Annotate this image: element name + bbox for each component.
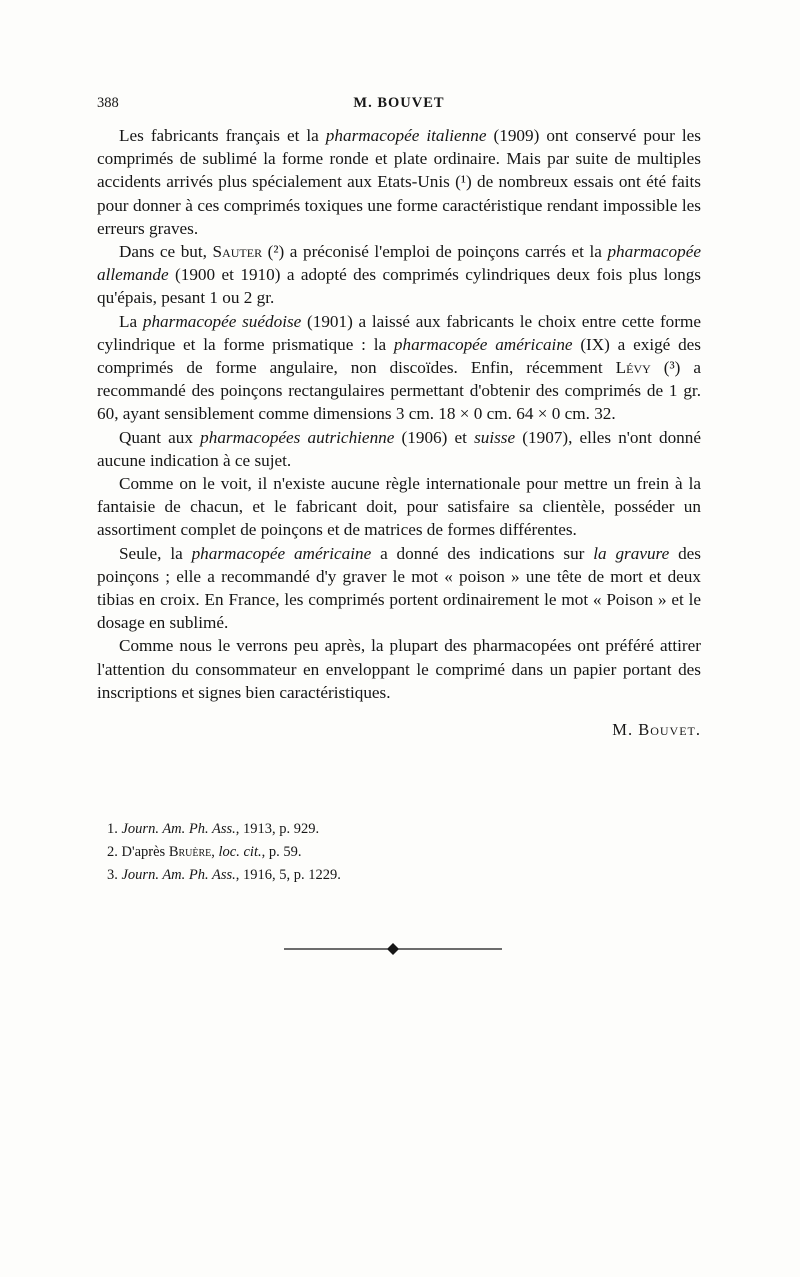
text-run: (³) a recommandé des poinçons rectangulaires permettant d'obtenir des comprimés de 1 gr. 60, ayant sensiblement comme dimensions 3 cm. 18 × 0 cm. 64 × 0 cm. 32. (97, 358, 701, 424)
italic-run: pharmacopée américaine (393, 334, 573, 354)
paragraph (97, 542, 701, 635)
text-run: (²) a préconisé l'emploi de poinçons carrés et la (262, 242, 608, 262)
italic-run: pharmacopée allemande (97, 242, 701, 285)
text-run: , 1913, p. 929. (235, 821, 320, 837)
text-run: Comme nous le verrons peu après, la plupart des pharmacopées ont préféré attirer l'attention du consommateur en enveloppant le comprimé dans un papier portant des inscriptions et signes bien caractéristiques. (97, 636, 701, 702)
italic-run: Journ. Am. Ph. Ass. (121, 821, 236, 837)
paragraph (97, 240, 701, 310)
italic-run: pharmacopée suédoise (142, 311, 302, 331)
text-run: 2. D'après (107, 844, 169, 860)
text-run: Dans ce but, (119, 242, 213, 262)
italic-run: loc. cit. (218, 844, 262, 860)
paragraph-list (97, 124, 701, 704)
italic-run: pharmacopée italienne (325, 126, 487, 145)
footnote (107, 818, 667, 841)
text-run: (¹) (455, 172, 472, 192)
text-run: (1900 et 1910) a adopté des comprimés cylindriques deux fois plus longs qu'épais, pesant 1 ou 2 gr. (97, 265, 701, 308)
running-head: M. BOUVET (353, 95, 445, 111)
text-run: (IX) a exigé des comprimés de forme angulaire, non discoïdes. Enfin, récemment (97, 334, 701, 378)
text-run: (1906) et (394, 427, 475, 447)
paragraph (97, 426, 701, 472)
footnote (107, 841, 667, 864)
text-run: (1907), elles n'ont donné aucune indication à ce sujet. (97, 427, 702, 470)
page-header (97, 95, 701, 117)
text-run: 3. (107, 867, 122, 883)
italic-run: pharmacopées autrichienne (200, 427, 395, 447)
text-run: 1. (107, 821, 122, 837)
text-run: Quant aux (119, 427, 201, 447)
footnotes (107, 818, 667, 887)
text-run: Seule, la (119, 543, 192, 563)
paragraph (97, 310, 701, 426)
text-run: La (119, 311, 143, 331)
text-run: (1909) ont conservé pour les comprimés de sublimé la forme ronde et plate ordinaire. Mais par suite de multiples accidents arrivés plus spécialement aux Etats-Unis (97, 126, 701, 192)
text-run: Les fabricants français et la (119, 126, 326, 145)
article-body (97, 124, 701, 741)
text-run: de nombreux essais ont été faits pour donner à ces comprimés toxiques une forme caractéristique rendant impossible les erreurs graves. (97, 172, 701, 238)
text-run: Comme on le voit, il n'existe aucune règle internationale pour mettre un frein à la fantaisie de chacun, et le fabricant doit, pour satisfaire sa clientèle, posséder un assortiment complet de poinçons et de matrices de formes différentes. (97, 474, 701, 540)
footnote (107, 864, 667, 887)
text-run: , (211, 844, 219, 860)
diamond-rule-ornament-icon (284, 942, 502, 956)
italic-run: la gravure (593, 543, 670, 563)
text-run: des poinçons ; elle a recommandé d'y graver le mot « poison » une tête de mort et deux tibias en croix. En France, les comprimés portent ordinairement le mot « Poison » et le dosage en sublimé. (97, 543, 701, 633)
text-run: (1901) a laissé aux fabricants le choix entre cette forme cylindrique et la forme prismatique : la (97, 311, 701, 354)
italic-run: pharmacopée américaine (191, 543, 372, 563)
paragraph (97, 124, 701, 240)
text-run: , p. 59. (261, 844, 302, 860)
small-caps-run: Sauter (212, 242, 263, 262)
small-caps-run: Lévy (615, 358, 651, 378)
page-number: 388 (97, 95, 119, 111)
paragraph (97, 634, 701, 704)
author-signature: M. Bouvet. (612, 720, 701, 740)
italic-run: suisse (474, 427, 516, 447)
paragraph (97, 472, 701, 542)
text-run: a donné des indications sur (371, 543, 594, 563)
italic-run: Journ. Am. Ph. Ass. (121, 867, 236, 883)
small-caps-run: Bruère (168, 844, 212, 860)
text-run: , 1916, 5, p. 1229. (235, 867, 341, 883)
